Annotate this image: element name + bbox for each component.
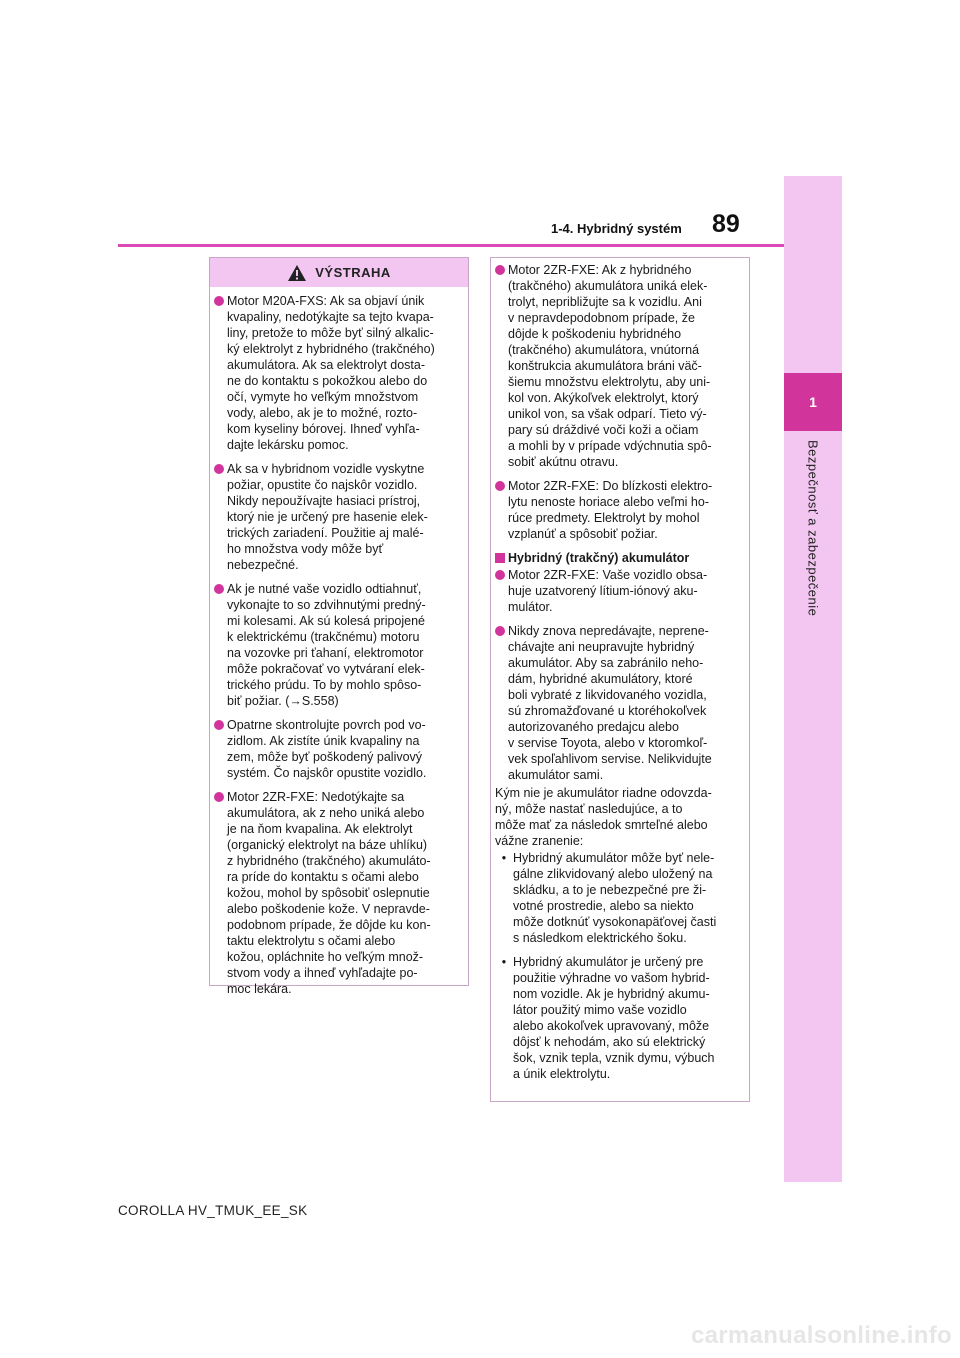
warning-item bbox=[495, 262, 743, 470]
bullet-icon bbox=[495, 265, 505, 275]
warning-item-text: Motor 2ZR-FXE: Nedotýkajte sa akumulátora, ak z neho uniká alebo je na ňom kvapalina. Ak elektrolyt (organický elektrolyt na báze uhlíku) z hybridného (trakčného) akumuláto- ra príde do kontaktu s očami alebo kožou, mohol by spôsobiť oslepnutie alebo poškodenie kože. V nepravde- podobnom prípade, že dôjde ku kon- taktu elektrolytu s očami alebo kožou, opláchnite ho veľkým množ- stvom vody a ihneď vyhľadajte po- moc lekára. bbox=[227, 790, 431, 996]
warning-item-text: Ak sa v hybridnom vozidle vyskytne požiar, opustite čo najskôr vozidlo. Nikdy nepoužívajte hasiaci prístroj, ktorý nie je určený pre hasenie elek- trických zariadení. Použitie aj malé- ho množstva vody môže byť nebezpečné. bbox=[227, 462, 428, 572]
warning-box-right bbox=[490, 257, 750, 1102]
warning-item-text: Ak je nutné vaše vozidlo odtiahnuť, vykonajte to so zdvihnutými predný- mi kolesami. Ak sú kolesá pripojené k elektrickému (trakčnému) motoru na vozovke pri ťahaní, elektromotor môže pokračovať vo vytváraní elek- trického prúdu. To by mohlo spôso- biť požiar. (→S.558) bbox=[227, 582, 426, 708]
warning-dot-item bbox=[495, 954, 743, 1082]
warning-item-text: Opatrne skontrolujte povrch pod vo- zidlom. Ak zistíte únik kvapaliny na zem, môže byť poškodený palivový systém. Čo najskôr opustite vozidlo. bbox=[227, 718, 427, 780]
warning-item bbox=[214, 717, 462, 781]
warning-item bbox=[214, 293, 462, 453]
warning-item-text: Motor 2ZR-FXE: Ak z hybridného (trakčného) akumulátora uniká elek- trolyt, nepribližujte sa k vozidlu. Ani v nepravdepodobnom prípade, že dôjde k poškodeniu hybridného (trakčného) akumulátora, vnútorná konštrukcia akumulátora bráni väč- šiemu množstvu elektrolytu, aby uni- kol von. Akýkoľvek elektrolyt, ktorý unikol von, sa však odparí. Tieto vý- pary sú dráždivé voči koži a očiam a mohli by v prípade vdýchnutia spô- sobiť akútnu otravu. bbox=[508, 263, 712, 469]
bullet-icon bbox=[214, 792, 224, 802]
square-bullet-icon bbox=[495, 553, 505, 563]
bullet-icon bbox=[495, 481, 505, 491]
bullet-icon bbox=[214, 296, 224, 306]
warning-item bbox=[495, 567, 743, 615]
warning-dot-text: Hybridný akumulátor môže byť nele- gálne zlikvidovaný alebo uložený na skládku, a to je nebezpečné pre ži- votné prostredie, alebo sa niekto môže dotknúť vysokonapäťovej časti s následkom elektrického šoku. bbox=[513, 851, 717, 945]
warning-item-text: Nikdy znova nepredávajte, neprene- chávajte ani neupravujte hybridný akumulátor. Aby sa zabránilo neho- dám, hybridné akumulátory, ktoré boli vybraté z likvidovaného vozidla, sú zhromažďované u ktoréhokoľvek autorizovaného predajcu alebo v servise Toyota, alebo v ktoromkoľ- vek spoľahlivom servise. Nelikvidujte akumulátor sami. bbox=[508, 624, 712, 782]
warning-item-text: Motor 2ZR-FXE: Vaše vozidlo obsa- huje uzatvorený lítium-iónový aku- mulátor. bbox=[508, 568, 708, 614]
dot-bullet-icon: • bbox=[501, 851, 507, 865]
warning-triangle-icon bbox=[287, 264, 307, 282]
footer-model-code: COROLLA HV_TMUK_EE_SK bbox=[118, 1203, 308, 1218]
warning-box-left bbox=[209, 257, 469, 996]
bullet-icon bbox=[495, 626, 505, 636]
page-number: 89 bbox=[712, 210, 740, 238]
chapter-label-text: Bezpečnosť a zabezpečenie bbox=[805, 440, 821, 617]
warning-content-right bbox=[491, 258, 749, 1082]
chapter-side-tab bbox=[784, 176, 842, 1182]
watermark: carmanualsonline.info bbox=[690, 1322, 952, 1349]
warning-dot-item bbox=[495, 850, 743, 946]
chapter-label bbox=[784, 440, 842, 640]
bullet-icon bbox=[214, 584, 224, 594]
warning-item bbox=[214, 461, 462, 573]
warning-content-left bbox=[210, 287, 468, 997]
bullet-icon bbox=[495, 570, 505, 580]
warning-item bbox=[495, 478, 743, 542]
bullet-icon bbox=[214, 720, 224, 730]
dot-bullet-icon: • bbox=[501, 955, 507, 969]
warning-item bbox=[495, 623, 743, 783]
warning-header bbox=[210, 258, 468, 287]
warning-item bbox=[214, 789, 462, 997]
sub-heading bbox=[495, 550, 743, 566]
warning-item bbox=[214, 581, 462, 709]
bullet-icon bbox=[214, 464, 224, 474]
warning-title: VÝSTRAHA bbox=[315, 265, 391, 280]
chapter-number: 1 bbox=[784, 373, 842, 431]
header-rule bbox=[118, 244, 784, 247]
warning-paragraph: Kým nie je akumulátor riadne odovzda- ný, môže nastať nasledujúce, a to môže mať za následok smrteľné alebo vážne zranenie: bbox=[495, 786, 712, 848]
warning-item-text: Motor M20A-FXS: Ak sa objaví únik kvapaliny, nedotýkajte sa tejto kvapa- liny, pretože to môže byť silný alkalic- ký elektrolyt z hybridného (trakčného) akumulátora. Ak sa elektrolyt dosta- ne do kontaktu s pokožkou alebo do očí, vymyte ho veľkým množstvom vody, alebo, ak je to možné, rozto- kom kyseliny bórovej. Ihneď vyhľa- dajte lekársku pomoc. bbox=[227, 294, 435, 452]
warning-item-text: Motor 2ZR-FXE: Do blízkosti elektro- lytu nenoste horiace alebo veľmi ho- rúce predmety. Elektrolyt by mohol vzplanúť a spôsobiť požiar. bbox=[508, 479, 713, 541]
section-title: 1-4. Hybridný systém bbox=[551, 221, 682, 236]
warning-dot-text: Hybridný akumulátor je určený pre použitie výhradne vo vašom hybrid- nom vozidle. Ak je hybridný akumu- látor použitý mimo vaše vozidlo alebo akokoľvek upravovaný, môže dôjsť k nehodám, ako sú elektrický šok, vznik tepla, vznik dymu, výbuch a únik elektrolytu. bbox=[513, 955, 715, 1081]
sub-heading-text: Hybridný (trakčný) akumulátor bbox=[508, 551, 690, 565]
